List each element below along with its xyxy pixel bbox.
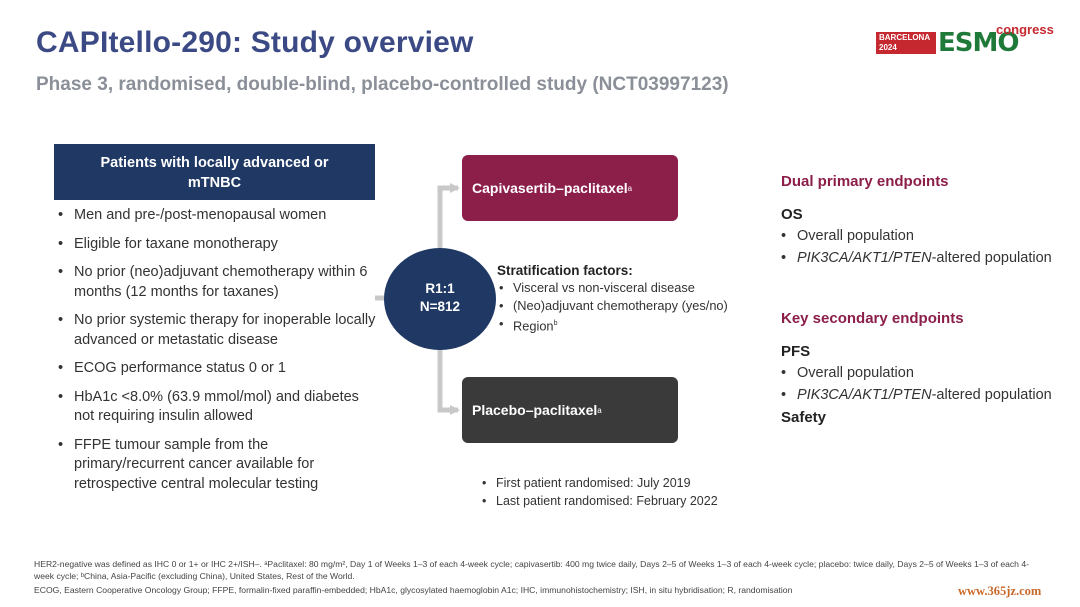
randomisation-dates [480,474,718,510]
patients-box-line2: mTNBC [187,175,242,191]
logo-city-year: BARCELONA 2024 [876,32,936,54]
date-item: • First patient randomised: July 2019 [480,474,718,492]
criteria-item: • Men and pre-/post-menopausal women [58,206,378,226]
arm-top-label: Capivasertib–paclitaxel [472,180,628,196]
region-label: Region [513,318,554,334]
endpoint-item: • Overall population [781,225,1071,247]
stratification-item: • (Neo)adjuvant chemotherapy (yes/no) [497,297,767,315]
endpoint-gene-suffix: -altered population [931,387,1052,403]
arm-top-sup: a [627,183,633,193]
primary-endpoint-list [781,225,1071,269]
criteria-item: • Eligible for taxane monotherapy [58,235,378,255]
watermark-text: www.365jz.com [958,584,1042,598]
criteria-item: • No prior (neo)adjuvant chemotherapy within 6 months (12 months for taxanes) [58,263,378,302]
secondary-endpoint-pfs: PFS [781,343,811,360]
primary-endpoint-os: OS [781,206,803,223]
criteria-item: • FFPE tumour sample from the primary/recurrent cancer available for retrospective central molecular testing [58,436,378,495]
footnote-line: HER2-negative was defined as IHC 0 or 1+ or IHC 2+/ISH–. ᵃPaclitaxel: 80 mg/m², Day 1 of Weeks 1–3 of each 4-week cycle; capivasertib: 400 mg twice daily, Days 2–5 of Weeks 1–3 of each 4-week cycle; placebo: twice daily, Days 2–5 of Weeks 1–3 of each 4-week cycle; ᵇChina, Asia-Pacific (excluding China), United States, Rest of the World. [34,559,1029,581]
flow-arrow-to-bottom-arm [440,347,458,410]
endpoint-gene-names: PIK3CA/AKT1/PTEN [797,250,932,266]
endpoint-item-altered [781,247,1071,269]
secondary-endpoints-heading: Key secondary endpoints [781,310,964,327]
patients-box-line1: Patients with locally advanced or [100,155,329,171]
page-title: CAPItello-290: Study overview [36,26,474,59]
date-item: • Last patient randomised: February 2022 [480,492,718,510]
page-subtitle: Phase 3, randomised, double-blind, placebo-controlled study (NCT03997123) [36,74,729,95]
stratification-title: Stratification factors: [497,263,633,278]
region-sup: b [553,320,558,327]
criteria-item: • ECOG performance status 0 or 1 [58,359,378,379]
arm-placebo-paclitaxel [462,377,678,443]
stratification-factors [497,262,767,335]
endpoints-panel [781,172,1071,428]
endpoint-item: • Overall population [781,362,1071,384]
logo-brand: ESMO [938,28,1019,58]
footnotes [34,558,1044,598]
arm-capivasertib-paclitaxel [462,155,678,221]
stratification-item-region [497,315,767,335]
logo-congress: congress [996,22,1054,37]
stratification-item: • Visceral vs non-visceral disease [497,279,767,297]
endpoint-gene-suffix: -altered population [931,250,1052,266]
randomisation-n: N=812 [419,299,461,314]
criteria-item: • HbA1c <8.0% (63.9 mmol/mol) and diabetes not requiring insulin allowed [58,388,378,427]
endpoint-item-altered [781,384,1071,406]
randomisation-circle [384,248,496,350]
primary-endpoints-heading: Dual primary endpoints [781,173,949,190]
secondary-endpoint-safety: Safety [781,409,827,426]
footnote-abbreviations: ECOG, Eastern Cooperative Oncology Group; FFPE, formalin-fixed paraffin-embedded; HbA1c, glycosylated haemoglobin A1c; IHC, immunohistochemistry; ISH, in situ hybridisation; R, randomisation [34,585,793,595]
criteria-item: • No prior systemic therapy for inoperable locally advanced or metastatic disease [58,311,378,350]
arm-bottom-sup: a [597,405,602,415]
flow-arrow-to-top-arm [440,188,458,250]
endpoint-gene-names: PIK3CA/AKT1/PTEN [797,387,932,403]
secondary-endpoint-list [781,362,1071,406]
randomisation-ratio: R1:1 [425,281,455,296]
arm-bottom-label: Placebo–paclitaxel [472,402,598,418]
